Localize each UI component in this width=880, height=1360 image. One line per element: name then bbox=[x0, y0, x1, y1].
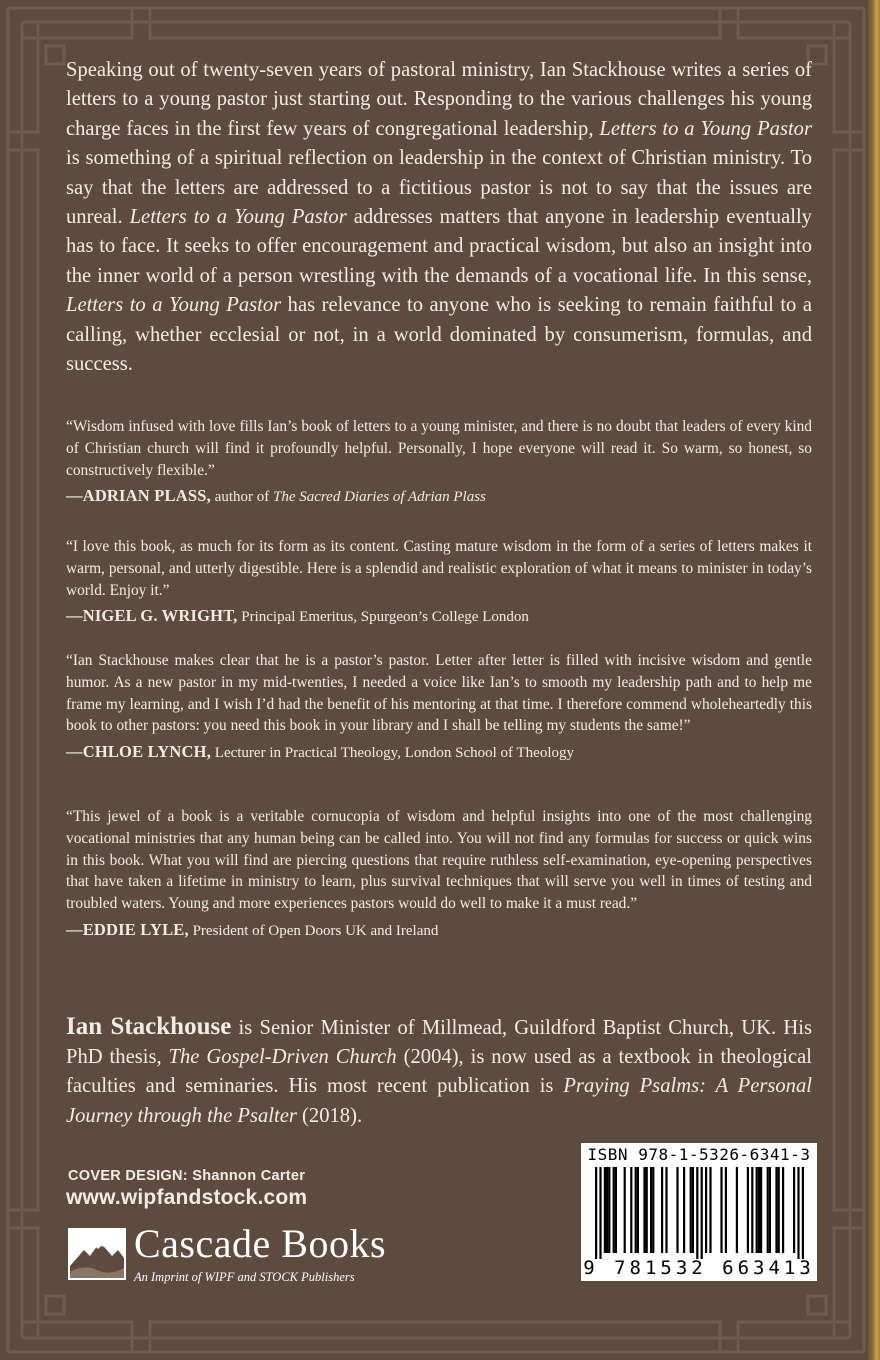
barcode-bar bbox=[760, 1167, 762, 1253]
barcode-bar bbox=[613, 1167, 615, 1253]
endorsement bbox=[66, 416, 812, 509]
barcode-bar bbox=[769, 1167, 771, 1253]
publisher-website: www.wipfandstock.com bbox=[66, 1186, 308, 1209]
endorsement-attribution: —ADRIAN PLASS, author of The Sacred Diaries of Adrian Plass bbox=[66, 486, 486, 506]
barcode-bar bbox=[630, 1167, 632, 1253]
barcode-bar bbox=[652, 1167, 654, 1253]
barcode-bar bbox=[782, 1167, 784, 1253]
barcode-bar bbox=[683, 1167, 685, 1253]
back-cover-blurb: Speaking out of twenty-seven years of pastoral ministry, Ian Stackhouse writes a series of letters to a young pastor just starting out. Responding to the various challenges his young charge faces in the first few years of congregational leadership, Letters to a Young Pastor is something of a spiritual reflection on leadership in the context of Christian ministry. To say that the letters are addressed to a fictitious pastor is not to say that the issues are unreal. Letters to a Young Pastor addresses matters that anyone in leadership eventually has to face. It seeks to offer encouragement and practical wisdom, but also an insight into the inner world of a person wrestling with the demands of a vocational life. In this sense, Letters to a Young Pastor has relevance to anyone who is seeking to remain faithful to a calling, whether ecclesial or not, in a world dominated by consumerism, formulas, and success. bbox=[66, 59, 812, 376]
barcode-bar bbox=[736, 1167, 738, 1253]
barcode-bar bbox=[637, 1167, 639, 1253]
barcode-bar bbox=[747, 1167, 749, 1253]
barcode-bar bbox=[793, 1167, 795, 1253]
endorsement bbox=[66, 806, 812, 943]
barcode-bar bbox=[692, 1167, 694, 1253]
barcode-bar bbox=[775, 1167, 777, 1253]
barcode-bar bbox=[725, 1167, 727, 1253]
barcode-bar bbox=[690, 1167, 692, 1253]
book-title: Letters to a Young Pastor bbox=[599, 117, 812, 140]
publisher-logo bbox=[68, 1221, 418, 1288]
barcode-bar bbox=[661, 1167, 663, 1253]
barcode-bar bbox=[696, 1167, 698, 1259]
barcode-bar bbox=[615, 1167, 617, 1253]
isbn-label: ISBN 978-1-5326-6341-3 bbox=[587, 1145, 811, 1164]
barcode-bar bbox=[643, 1167, 645, 1253]
publisher-name: Cascade Books bbox=[134, 1221, 387, 1266]
barcode-bar bbox=[720, 1167, 722, 1253]
barcode-bar bbox=[701, 1167, 703, 1259]
barcode-bar bbox=[599, 1167, 601, 1259]
ean-digits: 9 781532 663413 bbox=[583, 1257, 815, 1279]
barcode-bar bbox=[705, 1167, 707, 1253]
barcode-bar bbox=[676, 1167, 678, 1253]
publisher-tagline: An Imprint of WIPF and STOCK Publishers bbox=[134, 1270, 355, 1284]
endorsement-quote: “I love this book, as much for its form as its content. Casting mature wisdom in the form of a series of letters makes it warm, personal, and utterly digestible. Here is a splendid and realistic exploration of what it means to minister in today’s world. Enjoy it.” bbox=[66, 538, 812, 599]
barcode-bar bbox=[756, 1167, 758, 1253]
barcode-bar bbox=[635, 1167, 637, 1253]
barcode-bar bbox=[797, 1167, 799, 1259]
barcode-bar bbox=[665, 1167, 667, 1253]
endorsement-quote: “Ian Stackhouse makes clear that he is a pastor’s pastor. Letter after letter is filled with incisive wisdom and gentle humor. As a new pastor in my mid-twenties, I needed a voice like Ian’s to smooth my leadership path and to help me frame my learning, and I wish I’d had the benefit of his mentoring at that time. I therefore commend wholeheartedly this book to other pastors: you need this book in your library and I shall be telling my students the same!” bbox=[66, 652, 812, 735]
book-title: Letters to a Young Pastor bbox=[129, 206, 347, 229]
barcode-bar bbox=[758, 1167, 760, 1253]
barcode-bar bbox=[778, 1167, 780, 1253]
endorsement-attribution: —NIGEL G. WRIGHT, Principal Emeritus, Spurgeon’s College London bbox=[66, 606, 529, 626]
barcode-bar bbox=[608, 1167, 610, 1253]
book-title: Letters to a Young Pastor bbox=[66, 294, 282, 317]
author-name: Ian Stackhouse bbox=[66, 1013, 232, 1040]
endorsement bbox=[66, 536, 812, 629]
endorsement-quote: “This jewel of a book is a veritable cornucopia of wisdom and helpful insights into one of the most challenging vocational ministries that any human being can be called into. You will not find any formulas for success or quick wins in this book. What you will find are piercing questions that require ruthless self-examination, eye-opening perspectives that have taken a lifetime in ministry to learn, plus survival techniques that will serve you well in times of testing and troubled waters. Young and more experiences pastors would do well to make it a must read.” bbox=[66, 808, 812, 913]
barcode-bar bbox=[595, 1167, 597, 1259]
barcode-bars bbox=[585, 1167, 813, 1259]
endorsement bbox=[66, 650, 812, 765]
barcode-bar bbox=[709, 1167, 711, 1253]
spine-edge bbox=[868, 0, 880, 1360]
barcode-bar bbox=[646, 1167, 648, 1253]
cover-design-credit: COVER DESIGN: Shannon Carter bbox=[68, 1168, 306, 1184]
barcode-bar bbox=[624, 1167, 626, 1253]
author-bio: Ian Stackhouse is Senior Minister of Millmead, Guildford Baptist Church, UK. His PhD thesis, The Gospel-Driven Church (2004), is now used as a textbook in theological faculties and seminaries. His most recent publication is Praying Psalms: A Personal Journey through the Psalter (2018). bbox=[66, 1013, 813, 1127]
barcode-bar bbox=[767, 1167, 769, 1253]
endorsement-quote: “Wisdom infused with love fills Ian’s book of letters to a young minister, and there is no doubt that leaders of every kind of Christian church will find it profoundly helpful. Personally, I hope everyone will read it. So warm, so honest, so constructively flexible.” bbox=[66, 418, 812, 479]
endorsement-attribution: —EDDIE LYLE, President of Open Doors UK and Ireland bbox=[66, 919, 439, 939]
barcode-bar bbox=[604, 1167, 606, 1253]
barcode-bar bbox=[802, 1167, 804, 1259]
barcode-bar bbox=[650, 1167, 652, 1253]
endorsement-attribution: —CHLOE LYNCH, Lecturer in Practical Theology, London School of Theology bbox=[66, 742, 574, 762]
barcode-bar bbox=[606, 1167, 608, 1253]
isbn-barcode bbox=[581, 1143, 817, 1281]
mountain-logo-icon bbox=[68, 1228, 126, 1280]
barcode-bar bbox=[751, 1167, 753, 1253]
